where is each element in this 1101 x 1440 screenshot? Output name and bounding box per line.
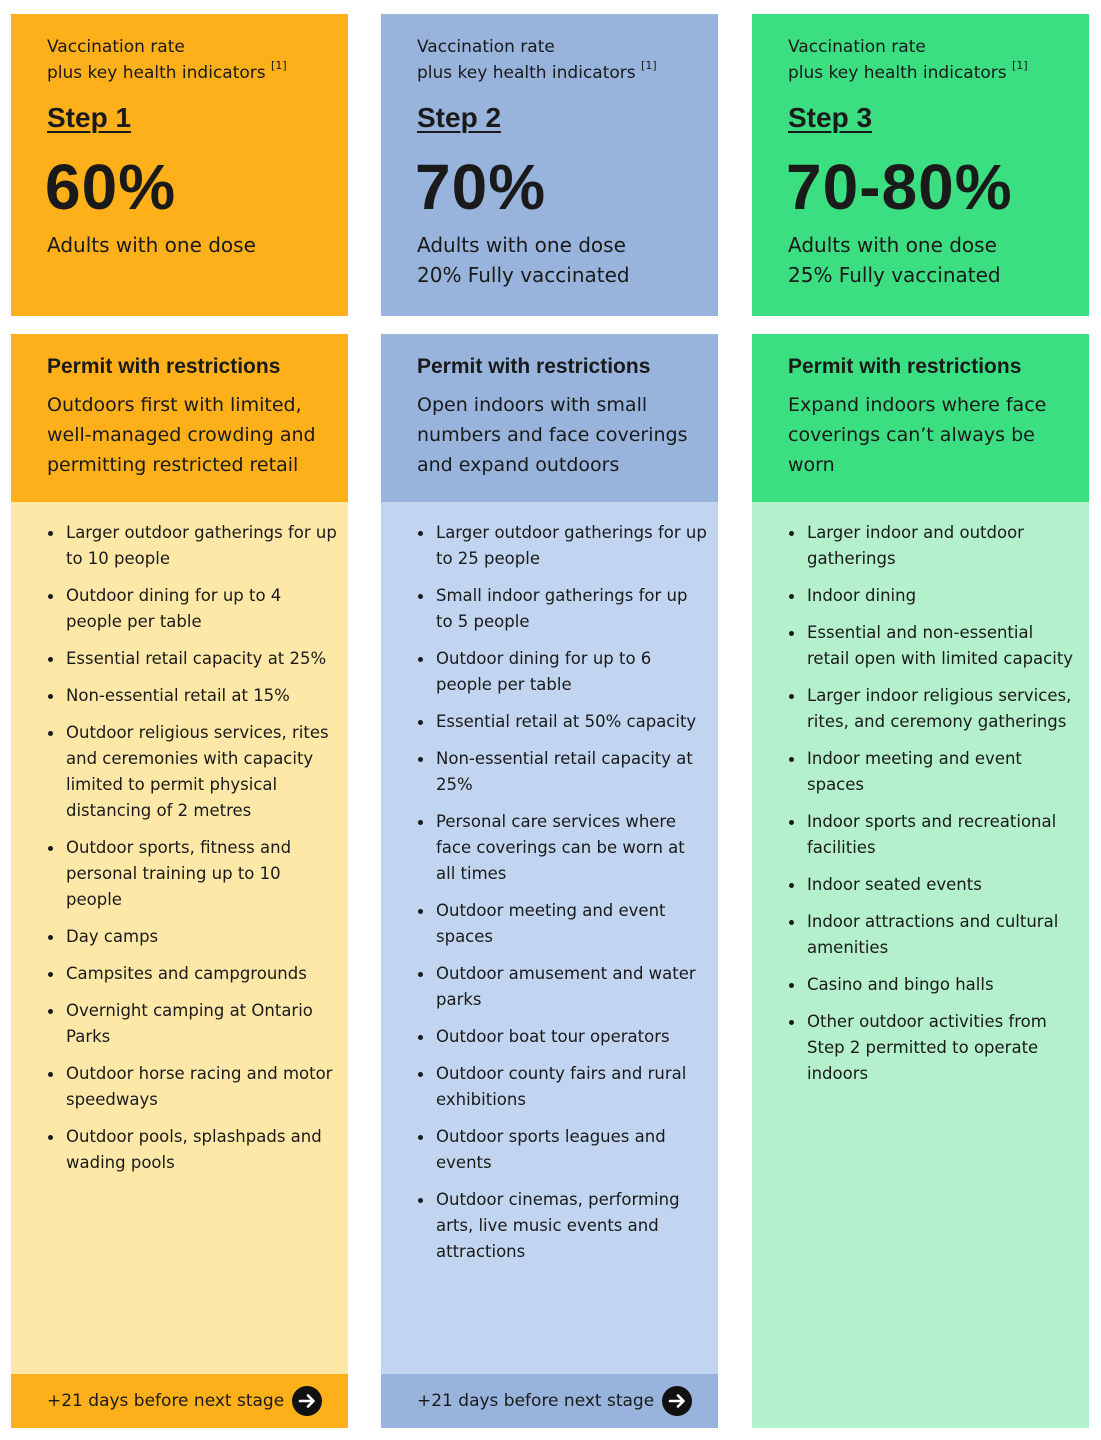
footnote-link[interactable]: [1] bbox=[271, 59, 287, 72]
list-item: Indoor dining bbox=[788, 583, 1079, 609]
list-item: Outdoor religious services, rites and ceremonies with capacity limited to permit physical distancing of 2 metres bbox=[47, 720, 338, 824]
permit-title: Permit with restrictions bbox=[47, 355, 281, 378]
list-item: Larger indoor religious services, rites, and ceremony gatherings bbox=[788, 683, 1079, 735]
permit-description: Outdoors first with limited, well-managed crowding and permitting restricted retail bbox=[47, 394, 316, 476]
indicator-label bbox=[788, 34, 1069, 86]
list-item: Non-essential retail at 15% bbox=[47, 683, 338, 709]
step-1-activities bbox=[11, 502, 348, 1374]
step-1-column bbox=[11, 14, 348, 1428]
list-item: Larger indoor and outdoor gatherings bbox=[788, 520, 1079, 572]
vaccination-rate: 70% bbox=[415, 151, 547, 223]
vaccination-rate: 70-80% bbox=[786, 151, 1013, 223]
indicator-label bbox=[417, 34, 698, 86]
step-3-column bbox=[752, 14, 1089, 1428]
activity-list bbox=[417, 520, 708, 1265]
indicator-label-line1: Vaccination rate bbox=[47, 37, 185, 57]
step-2-header bbox=[381, 14, 718, 316]
permit-title: Permit with restrictions bbox=[417, 355, 651, 378]
list-item: Larger outdoor gatherings for up to 25 people bbox=[417, 520, 708, 572]
dose-info bbox=[417, 230, 630, 290]
list-item: Outdoor pools, splashpads and wading pools bbox=[47, 1124, 338, 1176]
dose-secondary: 20% Fully vaccinated bbox=[417, 263, 630, 287]
step-title: Step 2 bbox=[417, 102, 502, 133]
step-title: Step 3 bbox=[788, 102, 873, 133]
indicator-label-line1: Vaccination rate bbox=[788, 37, 926, 57]
indicator-label-line1: Vaccination rate bbox=[417, 37, 555, 57]
list-item: Outdoor amusement and water parks bbox=[417, 961, 708, 1013]
list-item: Non-essential retail capacity at 25% bbox=[417, 746, 708, 798]
list-item: Casino and bingo halls bbox=[788, 972, 1079, 998]
list-item: Essential retail capacity at 25% bbox=[47, 646, 338, 672]
list-item: Outdoor dining for up to 4 people per table bbox=[47, 583, 338, 635]
indicator-label-line2: plus key health indicators bbox=[417, 63, 636, 83]
list-item: Personal care services where face coverings can be worn at all times bbox=[417, 809, 708, 887]
step-title: Step 1 bbox=[47, 102, 132, 133]
list-item: Larger outdoor gatherings for up to 10 people bbox=[47, 520, 338, 572]
step-1-permit bbox=[11, 334, 348, 502]
list-item: Outdoor sports, fitness and personal training up to 10 people bbox=[47, 835, 338, 913]
next-stage-footer[interactable] bbox=[11, 1374, 348, 1428]
next-stage-text: +21 days before next stage bbox=[417, 1391, 655, 1411]
step-2-activities bbox=[381, 502, 718, 1374]
step-1-header bbox=[11, 14, 348, 316]
step-2-permit bbox=[381, 334, 718, 502]
list-item: Outdoor county fairs and rural exhibitions bbox=[417, 1061, 708, 1113]
list-item: Indoor seated events bbox=[788, 872, 1079, 898]
list-item: Outdoor horse racing and motor speedways bbox=[47, 1061, 338, 1113]
step-2-column bbox=[381, 14, 718, 1428]
permit-description: Expand indoors where face coverings can’t always be worn bbox=[788, 394, 1047, 476]
list-item: Outdoor meeting and event spaces bbox=[417, 898, 708, 950]
list-item: Essential retail at 50% capacity bbox=[417, 709, 708, 735]
list-item: Indoor sports and recreational facilities bbox=[788, 809, 1079, 861]
list-item: Overnight camping at Ontario Parks bbox=[47, 998, 338, 1050]
dose-info bbox=[47, 230, 256, 260]
dose-primary: Adults with one dose bbox=[417, 233, 626, 257]
vaccination-rate: 60% bbox=[45, 151, 177, 223]
permit-description: Open indoors with small numbers and face coverings and expand outdoors bbox=[417, 394, 688, 476]
indicator-label bbox=[47, 34, 328, 86]
step-3-activities bbox=[752, 502, 1089, 1428]
arrow-right-circle-icon[interactable] bbox=[292, 1386, 322, 1416]
list-item: Day camps bbox=[47, 924, 338, 950]
list-item: Other outdoor activities from Step 2 permitted to operate indoors bbox=[788, 1009, 1079, 1087]
dose-info bbox=[788, 230, 1001, 290]
list-item: Indoor meeting and event spaces bbox=[788, 746, 1079, 798]
dose-secondary: 25% Fully vaccinated bbox=[788, 263, 1001, 287]
indicator-label-line2: plus key health indicators bbox=[788, 63, 1007, 83]
activity-list bbox=[788, 520, 1079, 1087]
arrow-right-circle-icon[interactable] bbox=[662, 1386, 692, 1416]
step-3-header bbox=[752, 14, 1089, 316]
list-item: Campsites and campgrounds bbox=[47, 961, 338, 987]
next-stage-text: +21 days before next stage bbox=[47, 1391, 285, 1411]
list-item: Outdoor sports leagues and events bbox=[417, 1124, 708, 1176]
list-item: Outdoor dining for up to 6 people per table bbox=[417, 646, 708, 698]
list-item: Outdoor boat tour operators bbox=[417, 1024, 708, 1050]
next-stage-footer[interactable] bbox=[381, 1374, 718, 1428]
list-item: Essential and non-essential retail open with limited capacity bbox=[788, 620, 1079, 672]
list-item: Outdoor cinemas, performing arts, live music events and attractions bbox=[417, 1187, 708, 1265]
permit-title: Permit with restrictions bbox=[788, 355, 1022, 378]
activity-list bbox=[47, 520, 338, 1176]
footnote-link[interactable]: [1] bbox=[641, 59, 657, 72]
dose-primary: Adults with one dose bbox=[788, 233, 997, 257]
list-item: Indoor attractions and cultural amenities bbox=[788, 909, 1079, 961]
footnote-link[interactable]: [1] bbox=[1012, 59, 1028, 72]
indicator-label-line2: plus key health indicators bbox=[47, 63, 266, 83]
step-3-permit bbox=[752, 334, 1089, 502]
list-item: Small indoor gatherings for up to 5 people bbox=[417, 583, 708, 635]
dose-primary: Adults with one dose bbox=[47, 233, 256, 257]
